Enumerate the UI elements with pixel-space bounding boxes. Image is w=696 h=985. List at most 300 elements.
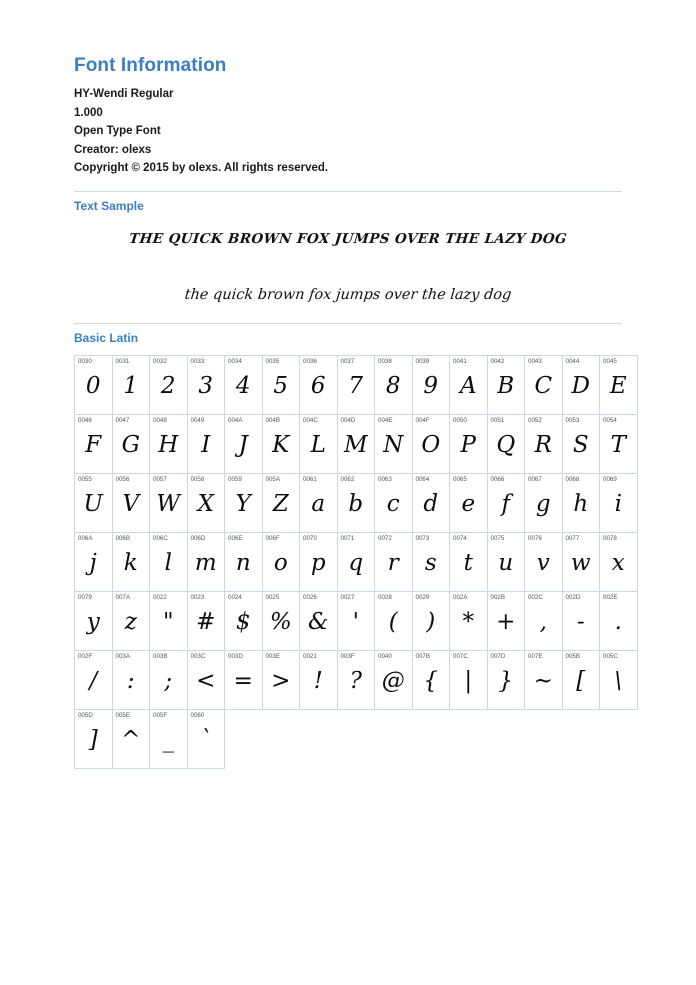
glyph-char: e — [461, 490, 476, 517]
glyph-code: 0050 — [453, 416, 467, 424]
glyph-cell[interactable] — [412, 355, 450, 414]
glyph-code: 006B — [115, 534, 130, 542]
document-content — [74, 55, 627, 769]
glyph-code: 0027 — [340, 593, 355, 601]
glyph-char: < — [196, 667, 216, 694]
glyph-code: 0068 — [565, 475, 580, 483]
glyph-char: { — [423, 667, 439, 694]
glyph-char: K — [272, 431, 290, 458]
glyph-cell[interactable] — [300, 591, 338, 650]
glyph-char: h — [573, 490, 589, 517]
glyph-code: 0053 — [565, 416, 580, 424]
glyph-cell-empty — [375, 709, 413, 768]
glyph-char: n — [235, 549, 251, 576]
glyph-code: 0076 — [528, 534, 542, 542]
glyph-cell[interactable] — [562, 532, 600, 591]
glyph-cell[interactable] — [525, 414, 563, 473]
glyph-char: j — [89, 549, 97, 576]
glyph-code: 0051 — [490, 416, 505, 424]
glyph-cell[interactable] — [487, 591, 525, 650]
glyph-char: [ — [576, 667, 586, 694]
glyph-cell[interactable] — [112, 532, 150, 591]
text-sample-block — [74, 231, 622, 303]
section-title-basic-latin: Basic Latin — [74, 330, 139, 345]
glyph-code: 0067 — [528, 475, 542, 483]
glyph-cell[interactable] — [75, 591, 113, 650]
glyph-char: k — [123, 549, 138, 576]
glyph-cell[interactable] — [487, 650, 525, 709]
glyph-cell[interactable] — [187, 650, 225, 709]
glyph-code: 003D — [228, 652, 243, 660]
glyph-char: \ — [614, 667, 623, 694]
divider-text-sample — [74, 191, 622, 192]
glyph-cell[interactable] — [375, 650, 413, 709]
glyph-char: A — [459, 372, 477, 399]
glyph-cell[interactable] — [450, 650, 488, 709]
glyph-cell[interactable] — [450, 414, 488, 473]
glyph-cell[interactable] — [75, 650, 113, 709]
glyph-code: 0052 — [528, 416, 542, 424]
glyph-char: y — [86, 608, 100, 635]
glyph-cell[interactable] — [412, 591, 450, 650]
font-creator: Creator: olexs — [74, 143, 152, 156]
glyph-row — [75, 709, 638, 768]
glyph-char: z — [124, 608, 137, 635]
glyph-cell[interactable] — [375, 414, 413, 473]
glyph-char: D — [571, 372, 590, 399]
glyph-char: O — [421, 431, 441, 458]
glyph-code: 0066 — [490, 475, 505, 483]
glyph-code: 004A — [228, 416, 243, 424]
glyph-cell-empty — [487, 709, 525, 768]
glyph-char: T — [610, 431, 626, 458]
glyph-char: r — [387, 549, 399, 576]
glyph-char: 0 — [85, 372, 101, 399]
font-name: HY-Wendi Regular — [74, 88, 174, 100]
glyph-cell[interactable] — [412, 414, 450, 473]
glyph-code: 0046 — [78, 416, 92, 424]
glyph-cell[interactable] — [262, 532, 300, 591]
glyph-code: 0037 — [340, 357, 355, 365]
glyph-char: S — [572, 431, 589, 458]
glyph-char: : — [126, 667, 135, 694]
glyph-code: 006C — [153, 534, 168, 542]
glyph-char: U — [83, 490, 103, 517]
glyph-char: q — [348, 549, 364, 576]
glyph-cell[interactable] — [150, 650, 188, 709]
glyph-cell[interactable] — [525, 355, 563, 414]
glyph-cell[interactable] — [600, 473, 638, 532]
glyph-code: 004F — [415, 416, 430, 424]
font-version: 1.000 — [74, 106, 103, 119]
glyph-char: 2 — [160, 372, 176, 399]
glyph-code: 0043 — [528, 357, 542, 365]
glyph-char: X — [197, 490, 214, 517]
glyph-row — [75, 532, 638, 591]
glyph-char: - — [576, 608, 585, 635]
glyph-code: 002B — [490, 593, 505, 601]
glyph-code: 0069 — [603, 475, 617, 483]
glyph-code: 0079 — [78, 593, 92, 601]
glyph-char: N — [383, 431, 404, 458]
glyph-char: C — [534, 372, 553, 399]
glyph-cell[interactable] — [262, 591, 300, 650]
glyph-cell[interactable] — [262, 414, 300, 473]
glyph-char: a — [311, 490, 326, 517]
glyph-char: I — [201, 431, 211, 458]
glyph-char: ) — [426, 608, 436, 635]
glyph-code: 0033 — [190, 357, 205, 365]
glyph-cell[interactable] — [150, 532, 188, 591]
glyph-code: 0063 — [378, 475, 392, 483]
glyph-cell[interactable] — [337, 532, 375, 591]
glyph-code: 0065 — [453, 475, 467, 483]
glyph-cell-empty — [337, 709, 375, 768]
glyph-code: 0029 — [415, 593, 430, 601]
glyph-cell[interactable] — [112, 473, 150, 532]
glyph-char: u — [498, 549, 514, 576]
glyph-code: 007E — [528, 652, 543, 660]
glyph-cell[interactable] — [525, 650, 563, 709]
glyph-code: 0058 — [190, 475, 205, 483]
glyph-cell[interactable] — [112, 709, 150, 768]
glyph-cell[interactable] — [225, 532, 263, 591]
glyph-char: ~ — [533, 667, 553, 694]
glyph-cell[interactable] — [187, 473, 225, 532]
glyph-code: 0028 — [378, 593, 392, 601]
glyph-char: > — [271, 667, 291, 694]
glyph-char: ` — [200, 726, 212, 753]
glyph-cell-empty — [262, 709, 300, 768]
glyph-cell[interactable] — [187, 355, 225, 414]
glyph-cell[interactable] — [375, 532, 413, 591]
glyph-char: R — [534, 431, 552, 458]
glyph-cell[interactable] — [412, 650, 450, 709]
glyph-cell[interactable] — [450, 473, 488, 532]
glyph-code: 004B — [265, 416, 280, 424]
glyph-cell[interactable] — [150, 473, 188, 532]
glyph-cell[interactable] — [487, 414, 525, 473]
glyph-code: 0055 — [78, 475, 92, 483]
glyph-cell[interactable] — [112, 355, 150, 414]
glyph-cell[interactable] — [150, 591, 188, 650]
glyph-grid-body — [75, 355, 638, 768]
glyph-cell[interactable] — [600, 355, 638, 414]
glyph-cell[interactable] — [337, 591, 375, 650]
glyph-cell[interactable] — [337, 355, 375, 414]
glyph-code: 0021 — [303, 652, 317, 660]
glyph-code: 0035 — [265, 357, 280, 365]
glyph-code: 002A — [453, 593, 468, 601]
glyph-cell[interactable] — [262, 473, 300, 532]
glyph-code: 002E — [603, 593, 618, 601]
glyph-code: 0025 — [265, 593, 280, 601]
glyph-cell[interactable] — [187, 591, 225, 650]
glyph-cell[interactable] — [412, 532, 450, 591]
glyph-char: = — [233, 667, 253, 694]
glyph-code: 005D — [78, 711, 93, 719]
glyph-char: J — [238, 431, 248, 458]
glyph-cell[interactable] — [600, 532, 638, 591]
glyph-char: w — [570, 549, 591, 576]
glyph-char: l — [164, 549, 172, 576]
glyph-char: x — [611, 549, 625, 576]
glyph-code: 0022 — [153, 593, 167, 601]
glyph-cell[interactable] — [525, 532, 563, 591]
glyph-cell[interactable] — [600, 414, 638, 473]
glyph-cell[interactable] — [225, 650, 263, 709]
glyph-char: 7 — [348, 372, 364, 399]
glyph-code: 004C — [303, 416, 318, 424]
glyph-cell-empty — [225, 709, 263, 768]
glyph-char: } — [498, 667, 514, 694]
glyph-char: o — [273, 549, 288, 576]
glyph-char: ? — [349, 667, 362, 694]
glyph-char: g — [535, 490, 551, 517]
glyph-cell[interactable] — [262, 650, 300, 709]
glyph-char: @ — [381, 667, 405, 694]
glyph-cell[interactable] — [525, 473, 563, 532]
glyph-cell-empty — [450, 709, 488, 768]
glyph-cell[interactable] — [187, 414, 225, 473]
glyph-char: L — [310, 431, 326, 458]
glyph-char: ^ — [121, 726, 141, 753]
font-type: Open Type Font — [74, 125, 161, 137]
glyph-char: 8 — [385, 372, 401, 399]
page-title: Font Information — [74, 55, 227, 76]
glyph-row — [75, 650, 638, 709]
glyph-code: 0078 — [603, 534, 617, 542]
glyph-code: 0032 — [153, 357, 167, 365]
glyph-code: 006D — [190, 534, 206, 542]
glyph-char: m — [194, 549, 217, 576]
glyph-code: 0057 — [153, 475, 167, 483]
glyph-code: 003C — [190, 652, 206, 660]
glyph-code: 004D — [340, 416, 356, 424]
glyph-char: 5 — [273, 372, 289, 399]
glyph-char: | — [464, 667, 473, 694]
glyph-cell[interactable] — [187, 709, 225, 768]
glyph-code: 0031 — [115, 357, 130, 365]
glyph-code: 005C — [603, 652, 618, 660]
glyph-char: * — [462, 608, 474, 635]
glyph-cell[interactable] — [300, 414, 338, 473]
glyph-code: 006E — [228, 534, 243, 542]
glyph-char: 4 — [235, 372, 251, 399]
glyph-cell[interactable] — [300, 473, 338, 532]
glyph-code: 0049 — [190, 416, 205, 424]
glyph-cell[interactable] — [375, 591, 413, 650]
glyph-code: 0036 — [303, 357, 317, 365]
font-copyright: Copyright © 2015 by olexs. All rights reserved. — [74, 162, 329, 174]
glyph-code: 0062 — [340, 475, 355, 483]
glyph-cell[interactable] — [600, 650, 638, 709]
glyph-cell[interactable] — [487, 355, 525, 414]
glyph-code: 0056 — [115, 475, 130, 483]
glyph-code: 0071 — [340, 534, 355, 542]
glyph-char: i — [614, 490, 622, 517]
glyph-code: 003E — [265, 652, 280, 660]
glyph-row — [75, 591, 638, 650]
glyph-cell[interactable] — [75, 532, 113, 591]
glyph-code: 0047 — [115, 416, 130, 424]
glyph-char: " — [162, 608, 174, 635]
glyph-code: 0040 — [378, 652, 392, 660]
glyph-code: 0044 — [565, 357, 580, 365]
glyph-cell[interactable] — [150, 414, 188, 473]
glyph-cell[interactable] — [75, 414, 113, 473]
glyph-code: 006A — [78, 534, 93, 542]
glyph-code: 0039 — [415, 357, 430, 365]
glyph-cell[interactable] — [75, 355, 113, 414]
section-title-text-sample: Text Sample — [74, 198, 144, 213]
glyph-cell[interactable] — [562, 473, 600, 532]
glyph-char: 9 — [423, 372, 439, 399]
glyph-char: Q — [496, 431, 516, 458]
glyph-char: c — [386, 490, 400, 517]
glyph-cell[interactable] — [112, 650, 150, 709]
glyph-char: Y — [235, 490, 251, 517]
glyph-cell[interactable] — [412, 473, 450, 532]
glyph-cell-empty — [412, 709, 450, 768]
glyph-cell[interactable] — [112, 591, 150, 650]
glyph-char: ] — [88, 726, 98, 753]
glyph-char: 6 — [310, 372, 326, 399]
glyph-cell[interactable] — [187, 532, 225, 591]
glyph-code: 004E — [378, 416, 393, 424]
glyph-cell[interactable] — [450, 355, 488, 414]
glyph-code: 0070 — [303, 534, 317, 542]
glyph-code: 0034 — [228, 357, 242, 365]
glyph-cell[interactable] — [337, 650, 375, 709]
glyph-code: 0064 — [415, 475, 430, 483]
glyph-cell[interactable] — [225, 355, 263, 414]
glyph-cell[interactable] — [600, 591, 638, 650]
glyph-cell[interactable] — [300, 650, 338, 709]
glyph-char: M — [343, 431, 368, 458]
glyph-code: 0054 — [603, 416, 617, 424]
glyph-char: v — [536, 549, 550, 576]
glyph-code: 0048 — [153, 416, 167, 424]
glyph-char: . — [614, 608, 622, 635]
glyph-row — [75, 473, 638, 532]
glyph-char: ( — [388, 608, 398, 635]
glyph-char: H — [158, 431, 179, 458]
glyph-code: 005B — [565, 652, 580, 660]
glyph-cell[interactable] — [300, 355, 338, 414]
glyph-char: W — [156, 490, 181, 517]
glyph-cell[interactable] — [225, 473, 263, 532]
glyph-code: 0023 — [190, 593, 205, 601]
glyph-char: P — [460, 431, 476, 458]
glyph-row — [75, 414, 638, 473]
glyph-cell[interactable] — [375, 355, 413, 414]
glyph-code: 002F — [78, 652, 93, 660]
glyph-code: 0030 — [78, 357, 92, 365]
glyph-code: 0073 — [415, 534, 430, 542]
glyph-code: 0038 — [378, 357, 392, 365]
glyph-code: 0077 — [565, 534, 580, 542]
glyph-cell[interactable] — [450, 591, 488, 650]
glyph-char: p — [310, 549, 326, 576]
divider-basic-latin — [74, 323, 622, 324]
glyph-grid — [74, 355, 638, 769]
glyph-cell[interactable] — [75, 709, 113, 768]
glyph-code: 006F — [265, 534, 280, 542]
glyph-cell[interactable] — [75, 473, 113, 532]
glyph-cell[interactable] — [337, 473, 375, 532]
glyph-code: 0061 — [303, 475, 317, 483]
glyph-cell-empty — [562, 709, 600, 768]
sample-lowercase: the quick brown fox jumps over the lazy dog — [183, 286, 513, 303]
glyph-code: 0041 — [453, 357, 467, 365]
glyph-code: 0072 — [378, 534, 392, 542]
glyph-code: 007A — [115, 593, 130, 601]
glyph-char: & — [308, 608, 329, 635]
glyph-cell[interactable] — [562, 355, 600, 414]
glyph-cell-empty — [300, 709, 338, 768]
glyph-cell-empty — [600, 709, 638, 768]
glyph-char: ' — [352, 608, 359, 635]
glyph-code: 0024 — [228, 593, 242, 601]
glyph-code: 003B — [153, 652, 168, 660]
glyph-row — [75, 355, 638, 414]
glyph-char: E — [609, 372, 627, 399]
sample-uppercase: THE QUICK BROWN FOX JUMPS OVER THE LAZY DOG — [128, 230, 568, 247]
glyph-cell[interactable] — [562, 414, 600, 473]
glyph-cell[interactable] — [225, 591, 263, 650]
glyph-char: 3 — [198, 372, 214, 399]
glyph-cell[interactable] — [300, 532, 338, 591]
glyph-cell[interactable] — [225, 414, 263, 473]
glyph-code: 005F — [153, 711, 168, 719]
glyph-cell[interactable] — [150, 709, 188, 768]
glyph-char: , — [539, 608, 547, 635]
glyph-char: G — [121, 431, 140, 458]
glyph-cell[interactable] — [487, 473, 525, 532]
glyph-cell[interactable] — [337, 414, 375, 473]
glyph-char: F — [85, 431, 102, 458]
glyph-char: _ — [162, 726, 174, 753]
glyph-code: 007B — [415, 652, 430, 660]
glyph-char: V — [122, 490, 140, 517]
glyph-cell[interactable] — [262, 355, 300, 414]
glyph-code: 007D — [490, 652, 506, 660]
glyph-cell[interactable] — [525, 591, 563, 650]
glyph-char: B — [497, 372, 515, 399]
glyph-code: 002D — [565, 593, 581, 601]
glyph-cell[interactable] — [450, 532, 488, 591]
glyph-cell[interactable] — [375, 473, 413, 532]
glyph-code: 005A — [265, 475, 280, 483]
glyph-cell[interactable] — [562, 650, 600, 709]
glyph-cell-empty — [525, 709, 563, 768]
glyph-char: $ — [235, 608, 251, 635]
glyph-cell[interactable] — [112, 414, 150, 473]
glyph-code: 0045 — [603, 357, 617, 365]
glyph-cell[interactable] — [487, 532, 525, 591]
glyph-char: # — [196, 608, 216, 635]
glyph-char: ; — [164, 667, 173, 694]
glyph-char: 1 — [123, 372, 139, 399]
glyph-code: 0026 — [303, 593, 317, 601]
glyph-cell[interactable] — [150, 355, 188, 414]
glyph-code: 0060 — [190, 711, 205, 719]
glyph-char: b — [348, 490, 364, 517]
glyph-char: t — [463, 549, 473, 576]
glyph-cell[interactable] — [562, 591, 600, 650]
glyph-code: 003F — [340, 652, 355, 660]
